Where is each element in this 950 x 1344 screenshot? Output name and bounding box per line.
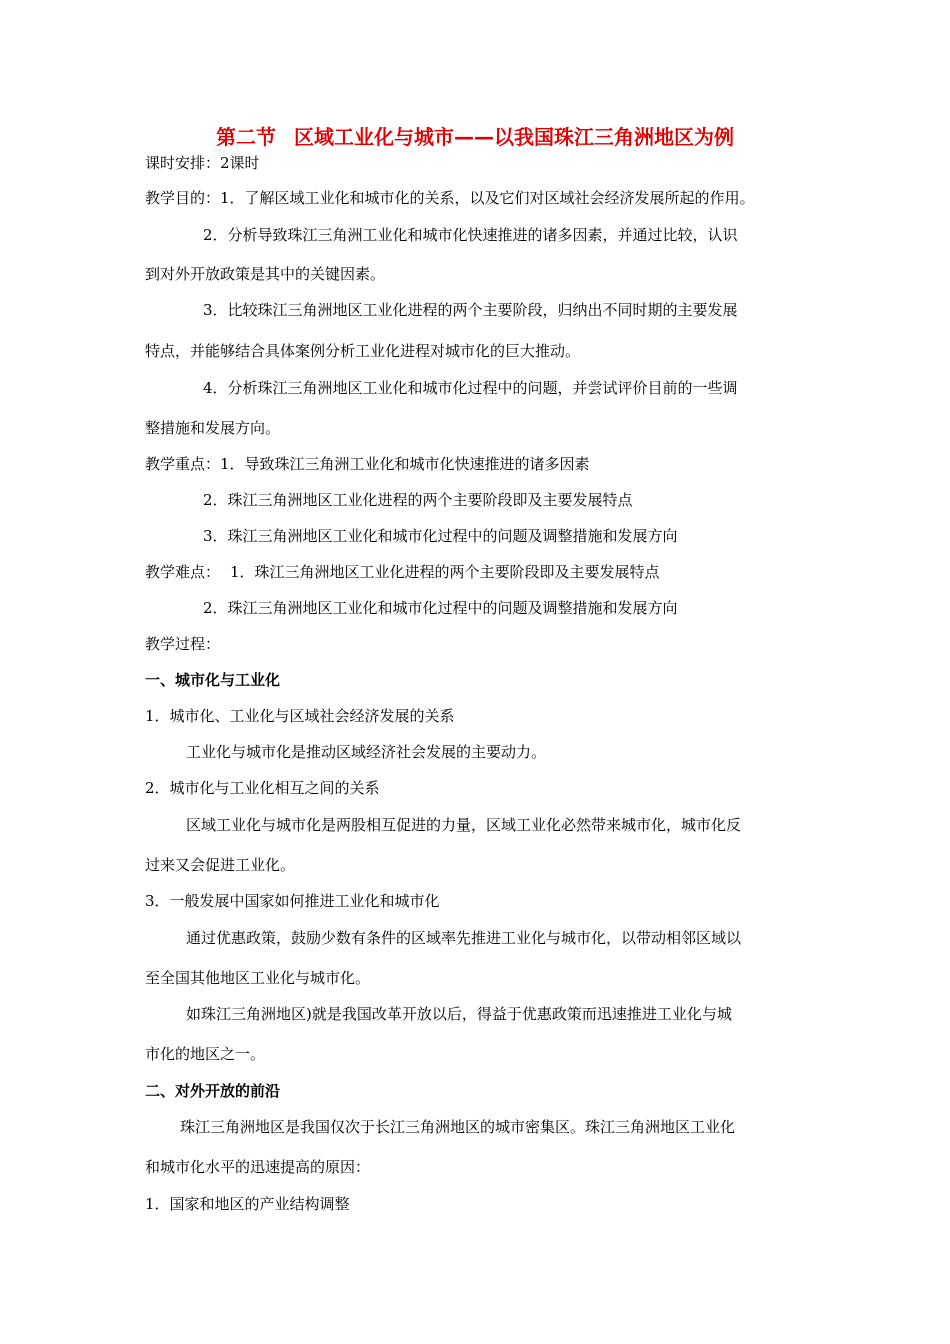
objective-item: 2．分析导致珠江三角洲工业化和城市化快速推进的诸多因素，并通过比较，认识 — [203, 226, 738, 244]
objective-item: 到对外开放政策是其中的关键因素。 — [145, 265, 386, 283]
title-text: 区域工业化与城市——以我国珠江三角洲地区为例 — [294, 125, 734, 149]
difficulties-line-1 — [145, 562, 660, 582]
key-point-item: 3．珠江三角洲地区工业化和城市化过程中的问题及调整措施和发展方向 — [203, 527, 678, 545]
difficulty-item: 2．珠江三角洲地区工业化和城市化过程中的问题及调整措施和发展方向 — [203, 599, 678, 617]
objective-item: 整措施和发展方向。 — [145, 419, 281, 437]
objective-item: 1．了解区域工业化和城市化的关系，以及它们对区域社会经济发展所起的作用。 — [220, 189, 755, 207]
process-label: 教学过程： — [145, 635, 221, 653]
paragraph: 工业化与城市化是推动区域经济社会发展的主要动力。 — [186, 743, 547, 761]
subheading: 1．国家和地区的产业结构调整 — [145, 1195, 350, 1213]
key-point-item: 2．珠江三角洲地区工业化进程的两个主要阶段即及主要发展特点 — [203, 491, 633, 509]
subheading: 3．一般发展中国家如何推进工业化和城市化 — [145, 892, 440, 910]
objective-item: 特点，并能够结合具体案例分析工业化进程对城市化的巨大推动。 — [145, 342, 581, 360]
paragraph: 至全国其他地区工业化与城市化。 — [145, 969, 371, 987]
objective-item: 3．比较珠江三角洲地区工业化进程的两个主要阶段，归纳出不同时期的主要发展 — [203, 301, 738, 319]
class-hours: 课时安排：2课时 — [145, 154, 260, 172]
key-point-item: 1．导致珠江三角洲工业化和城市化快速推进的诸多因素 — [220, 455, 590, 473]
paragraph: 区域工业化与城市化是两股相互促进的力量，区域工业化必然带来城市化，城市化反 — [186, 816, 742, 834]
difficulties-label: 教学难点： — [145, 563, 221, 581]
key-points-line-1 — [145, 454, 590, 474]
objectives-label: 教学目的： — [145, 189, 221, 207]
section-heading-2: 二、对外开放的前沿 — [145, 1082, 281, 1100]
paragraph: 如珠江三角洲地区)就是我国改革开放以后，得益于优惠政策而迅速推进工业化与城 — [186, 1005, 732, 1023]
subheading: 2．城市化与工业化相互之间的关系 — [145, 779, 380, 797]
paragraph: 和城市化水平的迅速提高的原因： — [145, 1158, 371, 1176]
objectives-line-1 — [145, 188, 755, 208]
key-points-label: 教学重点： — [145, 455, 221, 473]
page-title — [0, 124, 950, 150]
subheading: 1．城市化、工业化与区域社会经济发展的关系 — [145, 707, 455, 725]
paragraph: 通过优惠政策，鼓励少数有条件的区域率先推进工业化与城市化，以带动相邻区域以 — [186, 929, 742, 947]
objective-item: 4．分析珠江三角洲地区工业化和城市化过程中的问题，并尝试评价目前的一些调 — [203, 379, 738, 397]
section-heading-1: 一、城市化与工业化 — [145, 671, 281, 689]
paragraph: 珠江三角洲地区是我国仅次于长江三角洲地区的城市密集区。珠江三角洲地区工业化 — [180, 1118, 736, 1136]
paragraph: 过来又会促进工业化。 — [145, 856, 296, 874]
paragraph: 市化的地区之一。 — [145, 1045, 266, 1063]
difficulty-item: 1．珠江三角洲地区工业化进程的两个主要阶段即及主要发展特点 — [230, 563, 660, 581]
title-section: 第二节 — [216, 125, 276, 149]
